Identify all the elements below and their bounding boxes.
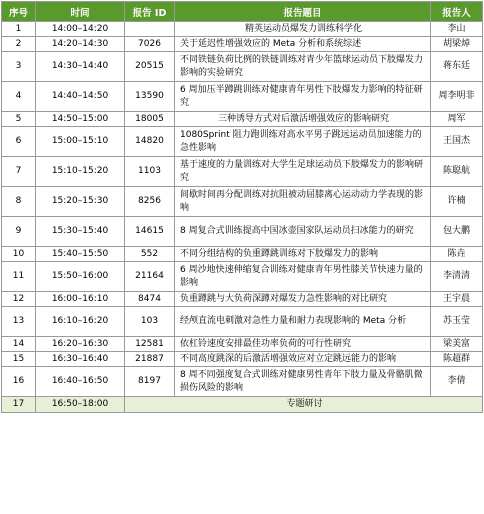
cell-no: 10 (2, 247, 36, 262)
cell-speaker: 陈聪航 (431, 157, 483, 187)
table-row-final (2, 397, 483, 413)
cell-time: 15:20–15:30 (36, 187, 125, 217)
cell-report-id: 21887 (125, 352, 175, 367)
cell-no: 4 (2, 82, 36, 112)
cell-no: 5 (2, 112, 36, 127)
cell-topic: 6 周加压半蹲跳训练对健康青年男性下肢爆发力影响的特征研究 (175, 82, 431, 112)
cell-topic: 不同高度跳深的后激活增强效应对立定跳远能力的影响 (175, 352, 431, 367)
table-row (2, 247, 483, 262)
cell-speaker: 许楠 (431, 187, 483, 217)
cell-no: 15 (2, 352, 36, 367)
cell-topic: 不同铁链负荷比例的铁链训练对青少年篮球运动员下肢爆发力影响的实验研究 (175, 52, 431, 82)
cell-time: 16:20–16:30 (36, 337, 125, 352)
header-no: 序号 (2, 2, 36, 22)
cell-no: 11 (2, 262, 36, 292)
cell-speaker: 陈垚 (431, 247, 483, 262)
cell-topic: 三种诱导方式对后激活增强效应的影响研究 (175, 112, 431, 127)
cell-topic: 间歇时间再分配训练对抗阻被动屈膝离心运动动力学表现的影响 (175, 187, 431, 217)
header-report-id: 报告 ID (125, 2, 175, 22)
cell-no: 2 (2, 37, 36, 52)
cell-time: 16:40–16:50 (36, 367, 125, 397)
cell-speaker: 胡梁焯 (431, 37, 483, 52)
cell-topic: 基于速度的力量训练对大学生足球运动员下肢爆发力的影响研究 (175, 157, 431, 187)
table-row (2, 217, 483, 247)
cell-time: 15:30–15:40 (36, 217, 125, 247)
cell-report-id: 14820 (125, 127, 175, 157)
cell-time: 15:00–15:10 (36, 127, 125, 157)
cell-topic: 1080Sprint 阻力跑训练对高水平男子跳远运动员加速能力的急性影响 (175, 127, 431, 157)
cell-no: 8 (2, 187, 36, 217)
cell-speaker: 李山 (431, 22, 483, 37)
cell-no: 16 (2, 367, 36, 397)
cell-report-id: 7026 (125, 37, 175, 52)
cell-time: 14:50–15:00 (36, 112, 125, 127)
table-row (2, 187, 483, 217)
cell-report-id: 12581 (125, 337, 175, 352)
cell-no: 1 (2, 22, 36, 37)
cell-report-id: 18005 (125, 112, 175, 127)
table-row (2, 127, 483, 157)
table-row (2, 82, 483, 112)
cell-speaker: 周李明非 (431, 82, 483, 112)
cell-topic: 负重蹲跳与大负荷深蹲对爆发力急性影响的对比研究 (175, 292, 431, 307)
cell-report-id: 14615 (125, 217, 175, 247)
table-row (2, 262, 483, 292)
cell-speaker: 陈超群 (431, 352, 483, 367)
header-speaker: 报告人 (431, 2, 483, 22)
cell-report-id: 8197 (125, 367, 175, 397)
cell-report-id: 13590 (125, 82, 175, 112)
cell-time: 16:00–16:10 (36, 292, 125, 307)
table-row (2, 112, 483, 127)
cell-topic: 精英运动员爆发力训练科学化 (175, 22, 431, 37)
cell-session-label: 专题研讨 (125, 397, 483, 413)
cell-speaker: 李清清 (431, 262, 483, 292)
cell-topic: 8 周复合式训练提高中国冰壶国家队运动员扫冰能力的研究 (175, 217, 431, 247)
cell-topic: 6 周沙地快速伸缩复合训练对健康青年男性膝关节快速力量的影响 (175, 262, 431, 292)
cell-speaker: 王国杰 (431, 127, 483, 157)
cell-time: 14:20–14:30 (36, 37, 125, 52)
cell-topic: 关于延迟性增强效应的 Meta 分析和系统综述 (175, 37, 431, 52)
cell-report-id: 103 (125, 307, 175, 337)
schedule-table (1, 1, 483, 413)
cell-no: 9 (2, 217, 36, 247)
table-row (2, 157, 483, 187)
cell-time: 16:10–16:20 (36, 307, 125, 337)
cell-speaker: 周军 (431, 112, 483, 127)
cell-time: 14:30–14:40 (36, 52, 125, 82)
cell-report-id: 1103 (125, 157, 175, 187)
header-time: 时间 (36, 2, 125, 22)
cell-no: 12 (2, 292, 36, 307)
table-row (2, 292, 483, 307)
cell-report-id (125, 22, 175, 37)
cell-time: 16:30–16:40 (36, 352, 125, 367)
cell-time: 15:50–16:00 (36, 262, 125, 292)
cell-report-id: 21164 (125, 262, 175, 292)
cell-time: 15:10–15:20 (36, 157, 125, 187)
cell-speaker: 苏玉莹 (431, 307, 483, 337)
cell-no: 6 (2, 127, 36, 157)
cell-time: 16:50–18:00 (36, 397, 125, 413)
cell-no: 7 (2, 157, 36, 187)
cell-speaker: 蒋东廷 (431, 52, 483, 82)
cell-speaker: 王宇晨 (431, 292, 483, 307)
cell-no: 17 (2, 397, 36, 413)
cell-no: 13 (2, 307, 36, 337)
cell-report-id: 8256 (125, 187, 175, 217)
table-row (2, 307, 483, 337)
table-body (2, 22, 483, 413)
header-topic: 报告题目 (175, 2, 431, 22)
table-row (2, 337, 483, 352)
header-row (2, 2, 483, 22)
cell-speaker: 梁美富 (431, 337, 483, 352)
cell-time: 15:40–15:50 (36, 247, 125, 262)
cell-topic: 依杠铃速度安排最佳功率负荷的可行性研究 (175, 337, 431, 352)
cell-time: 14:40–14:50 (36, 82, 125, 112)
table-row (2, 22, 483, 37)
cell-no: 3 (2, 52, 36, 82)
cell-topic: 不同分组结构的负重蹲跳训练对下肢爆发力的影响 (175, 247, 431, 262)
cell-speaker: 李倩 (431, 367, 483, 397)
cell-topic: 经颅直流电刺激对急性力量和耐力表现影响的 Meta 分析 (175, 307, 431, 337)
table-row (2, 367, 483, 397)
table-row (2, 52, 483, 82)
cell-no: 14 (2, 337, 36, 352)
cell-report-id: 20515 (125, 52, 175, 82)
cell-report-id: 8474 (125, 292, 175, 307)
table-row (2, 352, 483, 367)
cell-topic: 8 周不同强度复合式训练对健康男性青年下肢力量及骨骼肌微损伤风险的影响 (175, 367, 431, 397)
cell-speaker: 包大鹏 (431, 217, 483, 247)
table-row (2, 37, 483, 52)
cell-report-id: 552 (125, 247, 175, 262)
cell-time: 14:00–14:20 (36, 22, 125, 37)
